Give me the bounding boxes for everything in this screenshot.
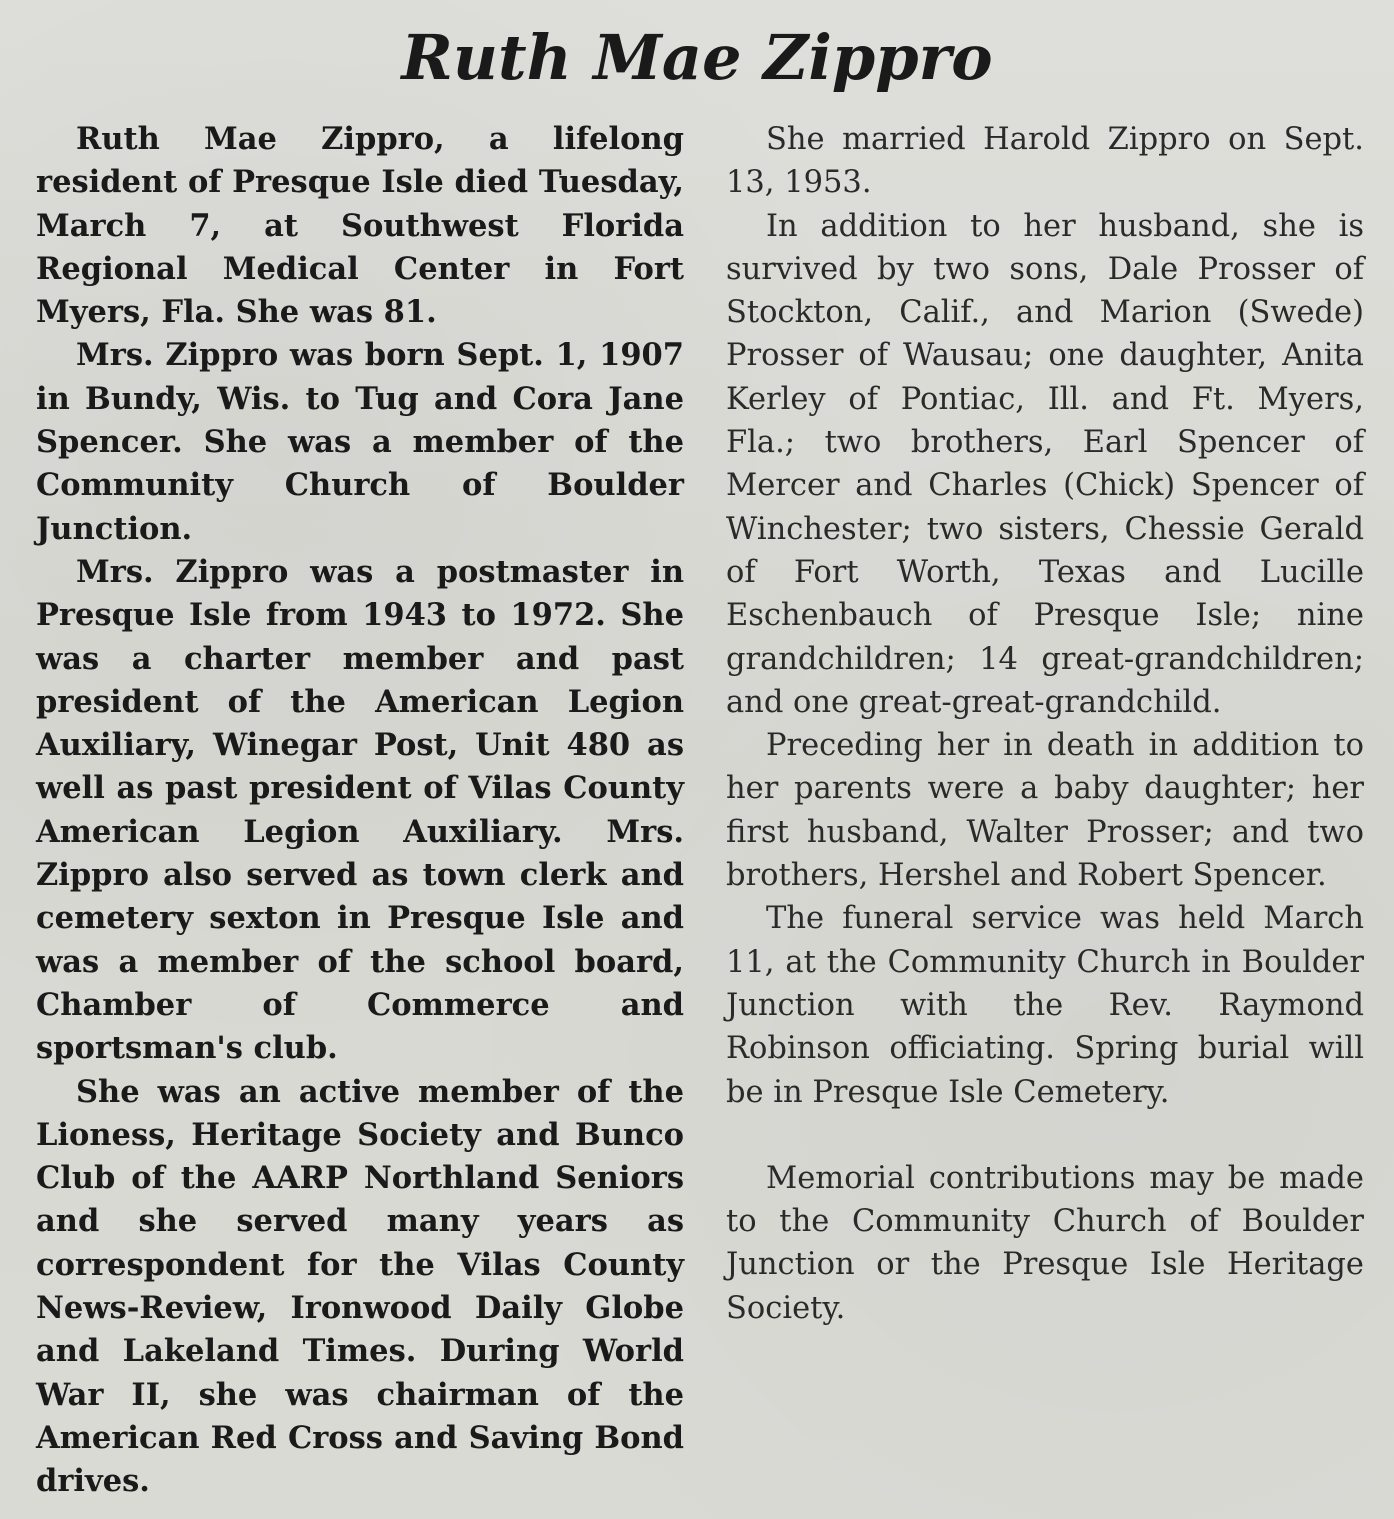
paragraph-birth: Mrs. Zippro was born Sept. 1, 1907 in Bundy, Wis. to Tug and Cora Jane Spencer. She was a member of the Community Church of Boulder Junction. (36, 337, 684, 547)
left-column (36, 118, 684, 1504)
paragraph-funeral: The funeral service was held March 11, at the Community Church in Boulder Junction with the Rev. Raymond Robinson officiating. Spring burial will be in Presque Isle Cemetery. (726, 901, 1364, 1110)
paragraph-death-notice: Ruth Mae Zippro, a lifelong resident of Presque Isle died Tuesday, March 7, at Southwest Florida Regional Medical Center in Fort Myers, Fla. She was 81. (36, 121, 684, 331)
paragraph-activities: She was an active member of the Lioness, Heritage Society and Bunco Club of the AARP Northland Seniors and she served many years as correspondent for the Vilas County News-Review, Ironwood Daily Globe and Lakeland Times. During World War II, she was chairman of the American Red Cross and Saving Bond drives. (36, 1073, 684, 1500)
paragraph-memorial: Memorial contributions may be made to the Community Church of Boulder Junction or the Presque Isle Heritage Society. (726, 1160, 1364, 1326)
paragraph-survivors: In addition to her husband, she is survived by two sons, Dale Prosser of Stockton, Calif., and Marion (Swede) Prosser of Wausau; one daughter, Anita Kerley of Pontiac, Ill. and Ft. Myers, Fla.; two brothers, Earl Spencer of Mercer and Charles (Chick) Spencer of Winchester; two sisters, Chessie Gerald of Fort Worth, Texas and Lucille Eschenbauch of Presque Isle; nine grandchildren; 14 great-grandchildren; and one great-great-grandchild. (726, 208, 1364, 720)
paragraph-career: Mrs. Zippro was a postmaster in Presque Isle from 1943 to 1972. She was a charter member and past president of the American Legion Auxiliary, Winegar Post, Unit 480 as well as past president of Vilas County American Legion Auxiliary. Mrs. Zippro also served as town clerk and cemetery sexton in Presque Isle and was a member of the school board, Chamber of Commerce and sportsman's club. (36, 553, 684, 1067)
paragraph-marriage: She married Harold Zippro on Sept. 13, 1953. (726, 122, 1364, 201)
obituary-headline: Ruth Mae Zippro (401, 21, 993, 94)
right-column (726, 118, 1364, 1330)
paragraph-preceded: Preceding her in death in addition to her parents were a baby daughter; her first husband, Walter Prosser; and two brothers, Hershel and Robert Spencer. (726, 728, 1364, 894)
